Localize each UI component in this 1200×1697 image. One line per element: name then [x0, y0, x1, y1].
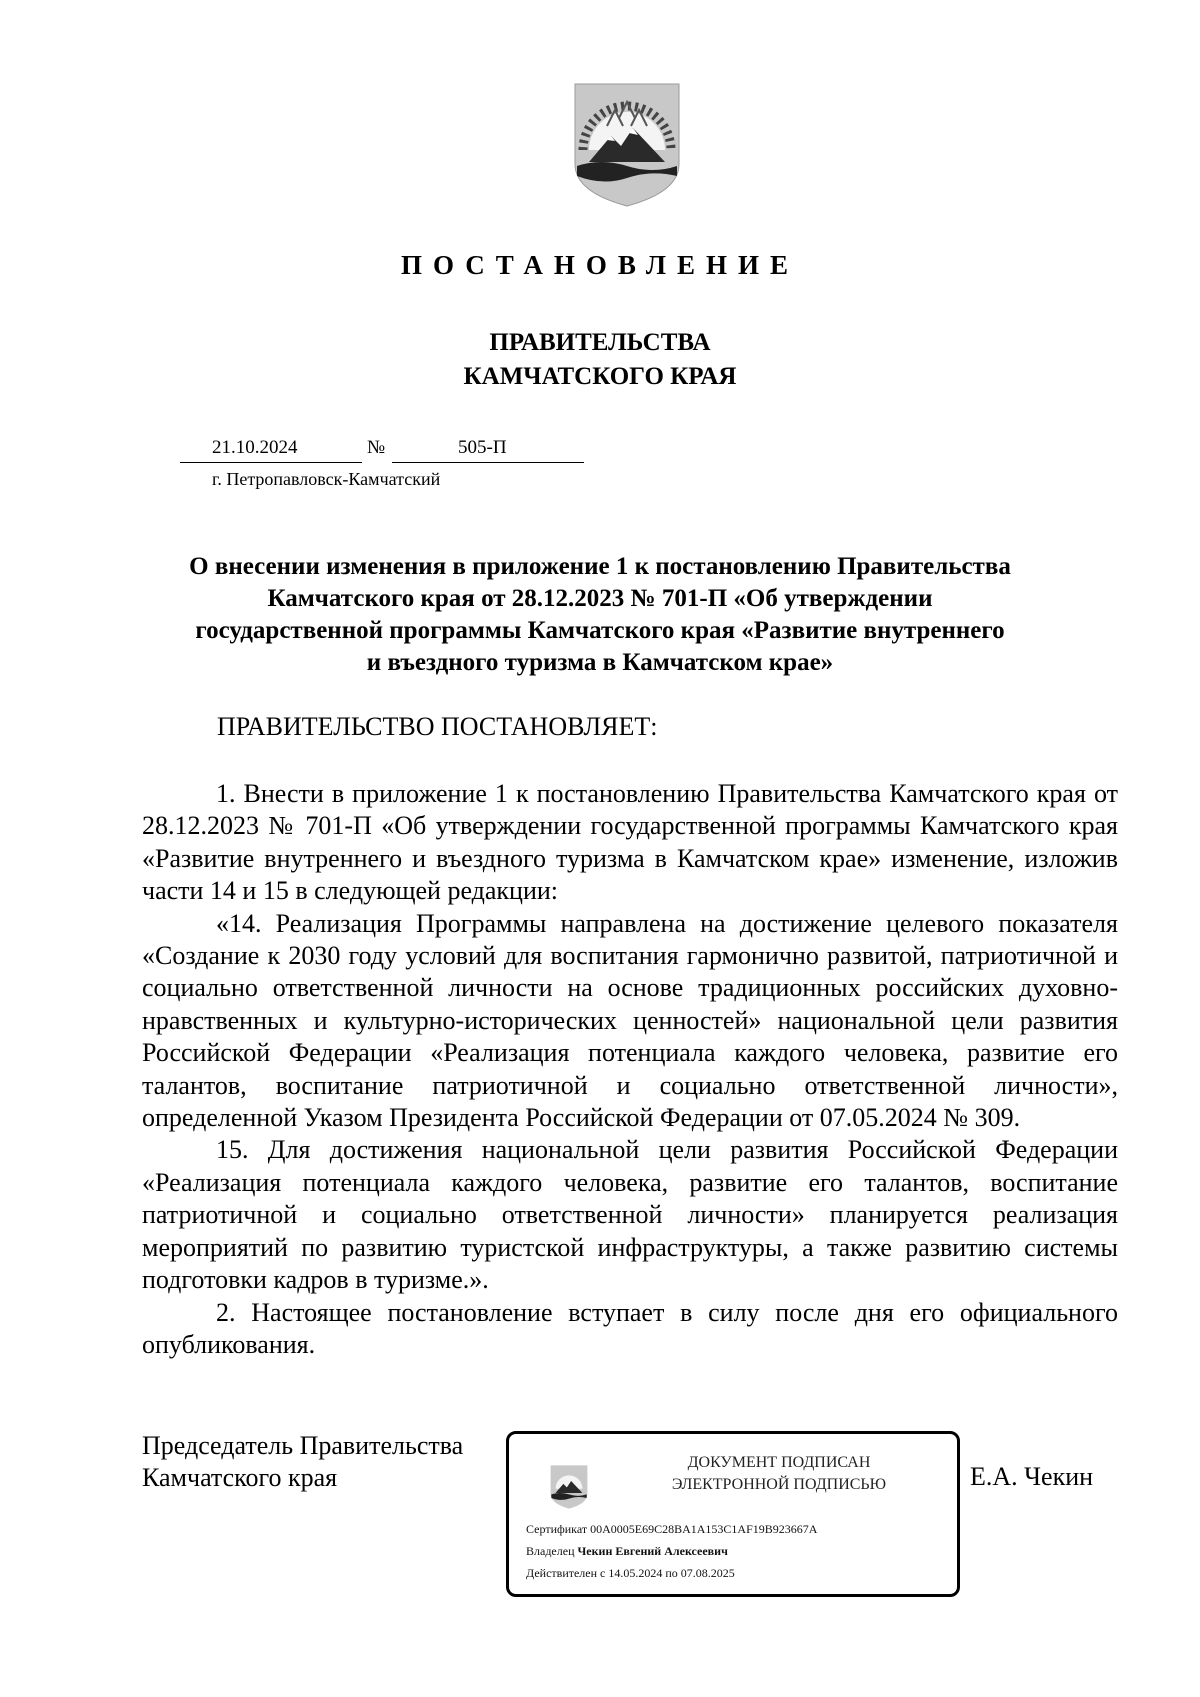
valid-to-label: по	[665, 1566, 678, 1580]
signer-name: Е.А. Чекин	[970, 1462, 1094, 1491]
number-label: №	[367, 437, 386, 458]
kamchatka-coat-of-arms-icon	[549, 1464, 589, 1510]
valid-label: Действителен	[526, 1566, 598, 1580]
valid-to-date: 07.08.2025	[680, 1566, 735, 1580]
stamp-heading-line: ЭЛЕКТРОННОЙ ПОДПИСЬЮ	[671, 1476, 887, 1493]
stamp-validity	[526, 1566, 735, 1581]
certificate-label: Сертификат	[526, 1522, 588, 1536]
certificate-value: 00A0005E69C28BA1A153C1AF19B923667A	[590, 1522, 818, 1536]
stamp-owner	[526, 1544, 728, 1559]
signer-position-line: Председатель Правительства	[142, 1431, 464, 1460]
title-line: и въездного туризма в Камчатском крае»	[366, 649, 834, 676]
electronic-signature-stamp	[506, 1431, 960, 1597]
title-line: О внесении изменения в приложение 1 к постановлению Правительства	[189, 553, 1011, 580]
authority-line: КАМЧАТСКОГО КРАЯ	[463, 363, 737, 390]
body-paragraph: 2. Настоящее постановление вступает в силу после дня его официального опубликования.	[142, 1297, 1118, 1359]
body-paragraph: 15. Для достижения национальной цели развития Российской Федерации «Реализация потенциала каждого человека, развитие его талантов, воспитание патриотичной и социально ответственной личности» планируется реализация мероприятий по развитию туристской инфраструктуры, а также развитию системы подготовки кадров в туризме.».	[142, 1135, 1118, 1295]
date-underline	[180, 462, 362, 463]
resolution-preamble: ПРАВИТЕЛЬСТВО ПОСТАНОВЛЯЕТ:	[217, 712, 658, 741]
document-number: 505-П	[458, 437, 507, 458]
number-underline	[392, 462, 584, 463]
body-paragraph: 1. Внести в приложение 1 к постановлению Правительства Камчатского края от 28.12.2023 № 701-П «Об утверждении государственной программы Камчатского края «Развитие внутреннего и въездного туризма в Камчатском крае» изменение, изложив части 14 и 15 в следующей редакции:	[142, 779, 1118, 906]
valid-from-date: 14.05.2024	[608, 1566, 663, 1580]
valid-from-label: с	[600, 1566, 606, 1580]
title-line: Камчатского края от 28.12.2023 № 701-П «Об утверждении	[267, 585, 933, 612]
document-body	[142, 778, 1118, 1361]
stamp-certificate	[526, 1522, 817, 1537]
title-line: государственной программы Камчатского края «Развитие внутреннего	[195, 617, 1005, 644]
issuing-authority	[0, 326, 1200, 394]
signer-position	[142, 1430, 463, 1494]
stamp-heading-line: ДОКУМЕНТ ПОДПИСАН	[687, 1454, 871, 1471]
authority-line: ПРАВИТЕЛЬСТВА	[489, 329, 711, 356]
owner-value: Чекин Евгений Алексеевич	[577, 1544, 728, 1558]
kamchatka-coat-of-arms-icon	[571, 80, 683, 210]
document-title	[140, 551, 1060, 679]
document-city: г. Петропавловск-Камчатский	[212, 469, 441, 489]
document-date: 21.10.2024	[212, 437, 298, 458]
owner-label: Владелец	[526, 1544, 575, 1558]
document-type: ПОСТАНОВЛЕНИЕ	[400, 250, 800, 280]
body-paragraph: «14. Реализация Программы направлена на достижение целевого показателя «Создание к 2030 году условий для воспитания гармонично развитой, патриотичной и социально ответственной личности на основе традиционных российских духовно-нравственных и культурно-исторических ценностей» национальной цели развития Российской Федерации «Реализация потенциала каждого человека, развитие его талантов, воспитание патриотичной и социально ответственной личности», определенной Указом Президента Российской Федерации от 07.05.2024 № 309.	[142, 908, 1118, 1133]
stamp-heading	[619, 1452, 939, 1496]
signer-position-line: Камчатского края	[142, 1463, 338, 1492]
